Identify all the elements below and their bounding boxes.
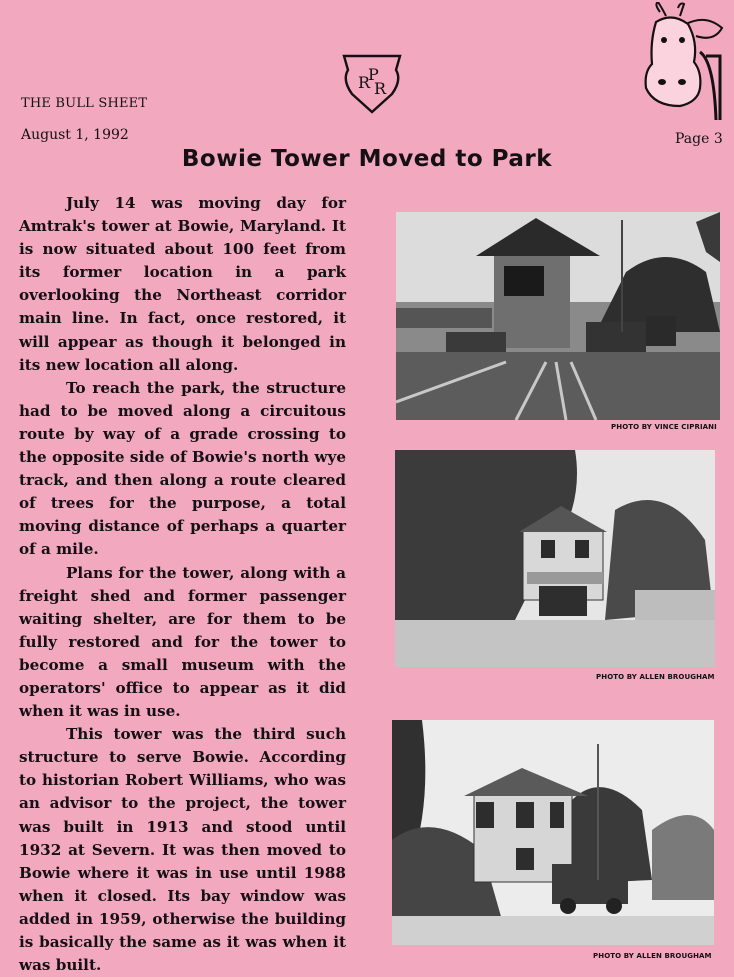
svg-text:R: R — [358, 73, 371, 92]
photo-credit: PHOTO BY ALLEN BROUGHAM — [596, 673, 715, 681]
photo-tower-on-rails — [396, 212, 720, 420]
headline: Bowie Tower Moved to Park — [181, 146, 553, 172]
keystone-prr-logo-icon — [340, 50, 404, 116]
article-paragraph: Plans for the tower, along with a freight shed and former passenger waiting shelter, are for them to be fully restored and for the tower to become a small museum with the operators' office to appear as it did when it was in use. — [19, 563, 346, 721]
photo-credit: PHOTO BY VINCE CIPRIANI — [611, 423, 717, 431]
page-number: Page 3 — [675, 131, 723, 147]
bull-head-icon — [640, 2, 724, 120]
photo-credit: PHOTO BY ALLEN BROUGHAM — [593, 952, 712, 960]
svg-text:P: P — [368, 65, 379, 84]
photo-tower-on-truck — [395, 450, 715, 667]
publication-name: THE BULL SHEET — [21, 96, 148, 111]
svg-text:R: R — [374, 79, 387, 98]
article-paragraph: July 14 was moving day for Amtrak's tower at Bowie, Maryland. It is now situated about 100 feet from its former location in a park overlooking the Northeast corridor main line. In fact, once restored, it will appear as though it belonged in its new location all along. — [19, 194, 346, 374]
article-paragraph: This tower was the third such structure to serve Bowie. According to historian Robert Williams, who was an advisor to the project, the tower was built in 1913 and stood until 1932 at Severn. It was then moved to Bowie where it was in use until 1988 when it closed. Its bay window was added in 1959, otherwise the building is basically the same as it was when it was built. — [19, 725, 346, 975]
article-paragraph: To reach the park, the structure had to be moved along a circuitous route by way of a grade crossing to the opposite side of Bowie's north wye track, and then along a route cleared of trees for the purpose, a total moving distance of perhaps a quarter of a mile. — [19, 378, 346, 559]
photo-tower-in-park — [392, 720, 714, 945]
issue-date: August 1, 1992 — [21, 127, 129, 143]
article-body — [19, 192, 346, 977]
